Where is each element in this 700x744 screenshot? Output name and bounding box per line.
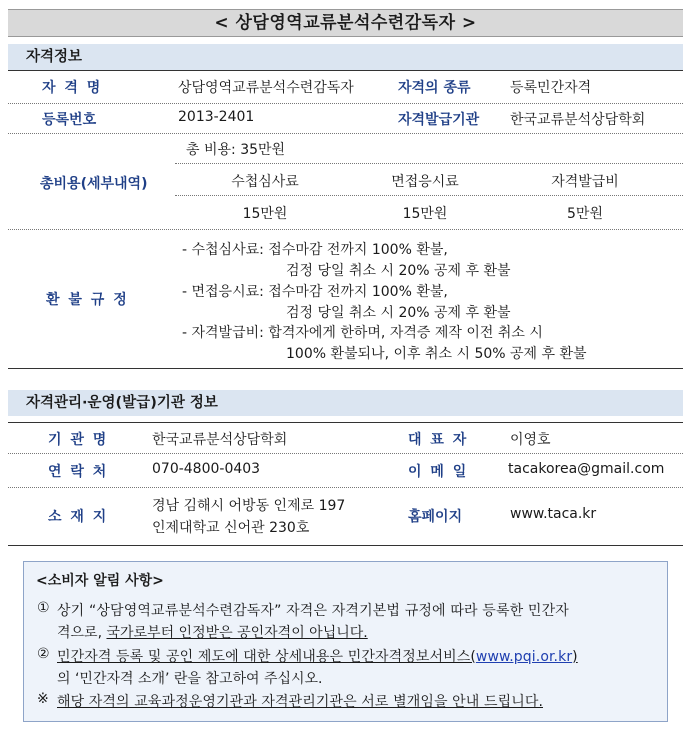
cost-header-issue: 자격발급비 [551, 174, 619, 190]
issuer-label: 자격발급기관 [398, 112, 480, 128]
divider [8, 368, 683, 369]
representative-value: 이영호 [510, 432, 551, 448]
cost-value-interview: 15만원 [402, 206, 448, 222]
notice-heading: <소비자 알림 사항> [36, 573, 164, 589]
divider [8, 133, 683, 134]
notice-item-1-underlined: 국가로부터 인정받은 공인자격이 아닙니다. [106, 625, 368, 641]
qual-type-value: 등록민간자격 [510, 80, 592, 96]
cost-header-interview: 면접응시료 [391, 174, 459, 190]
refund-line: 검정 당일 취소 시 20% 공제 후 환불 [286, 263, 511, 279]
representative-label: 대 표 자 [408, 432, 469, 448]
email-label: 이 메 일 [408, 464, 469, 480]
reg-number-label: 등록번호 [42, 112, 97, 128]
cost-header-exam: 수첩심사료 [231, 174, 299, 190]
qual-name-value: 상담영역교류분석수련감독자 [178, 80, 354, 96]
issuer-value: 한국교류분석상담학회 [510, 112, 646, 128]
divider [8, 70, 683, 71]
consumer-notice-box [23, 561, 668, 722]
refund-line: - 자격발급비: 합격자에게 한하며, 자격증 제작 이전 취소 시 [182, 325, 543, 341]
cost-value-issue: 5만원 [567, 206, 603, 222]
notice-marker: ① [37, 600, 50, 616]
notice-marker: ② [37, 646, 50, 662]
divider [8, 103, 683, 104]
org-name-label: 기 관 명 [48, 432, 109, 448]
divider [8, 422, 683, 423]
address-line: 경남 김해시 어방동 인제로 197 [152, 498, 346, 514]
qual-section-heading: 자격정보 [8, 44, 683, 70]
cost-label: 총비용(세부내역) [40, 176, 148, 192]
refund-line: - 면접응시료: 접수마감 전까지 100% 환불, [182, 284, 448, 300]
notice-marker: ※ [37, 691, 49, 707]
divider [175, 195, 683, 196]
notice-item-2-close: ) [572, 649, 578, 665]
homepage-label: 홈페이지 [408, 509, 463, 525]
refund-line: 100% 환불되나, 이후 취소 시 50% 공제 후 환불 [286, 346, 587, 362]
address-line: 인제대학교 신어관 230호 [152, 520, 310, 536]
notice-item-2-line-2: 의 ‘민간자격 소개’ 란을 참고하여 주십시오. [57, 671, 323, 687]
notice-item-2-underlined: 민간자격 등록 및 공인 제도에 대한 상세내용은 민간자격정보서비스( [57, 649, 476, 665]
email-value[interactable]: tacakorea@gmail.com [508, 461, 665, 477]
divider [8, 229, 683, 230]
notice-item-2-line-1 [57, 646, 578, 666]
phone-value[interactable]: 070-4800-0403 [152, 461, 261, 477]
notice-item-3: 해당 자격의 교육과정운영기관과 자격관리기관은 서로 별개임을 안내 드립니다. [57, 694, 543, 710]
divider [8, 487, 683, 488]
page-title: < 상담영역교류분석수련감독자 > [8, 9, 683, 37]
qual-name-label: 자 격 명 [42, 80, 103, 96]
notice-item-1-line-1: 상기 “상담영역교류분석수련감독자” 자격은 자격기본법 규정에 따라 등록한 민간자 [57, 603, 569, 619]
refund-label: 환 불 규 정 [46, 292, 129, 308]
pqi-link[interactable]: www.pqi.or.kr [475, 649, 573, 665]
notice-item-1-prefix: 격으로, [57, 625, 107, 641]
cost-total: 총 비용: 35만원 [186, 142, 286, 158]
divider [175, 163, 683, 164]
refund-line: 검정 당일 취소 시 20% 공제 후 환불 [286, 305, 511, 321]
address-label: 소 재 지 [48, 509, 109, 525]
org-name-value: 한국교류분석상담학회 [152, 432, 288, 448]
cost-value-exam: 15만원 [242, 206, 288, 222]
divider [8, 453, 683, 454]
notice-item-1-line-2 [57, 622, 368, 642]
qual-type-label: 자격의 종류 [398, 80, 471, 96]
org-section-heading: 자격관리·운영(발급)기관 정보 [8, 390, 683, 416]
homepage-value[interactable]: www.taca.kr [510, 506, 597, 522]
refund-line: - 수첩심사료: 접수마감 전까지 100% 환불, [182, 242, 448, 258]
phone-label: 연 락 처 [48, 464, 109, 480]
divider [8, 545, 683, 546]
reg-number-value: 2013-2401 [178, 109, 255, 125]
